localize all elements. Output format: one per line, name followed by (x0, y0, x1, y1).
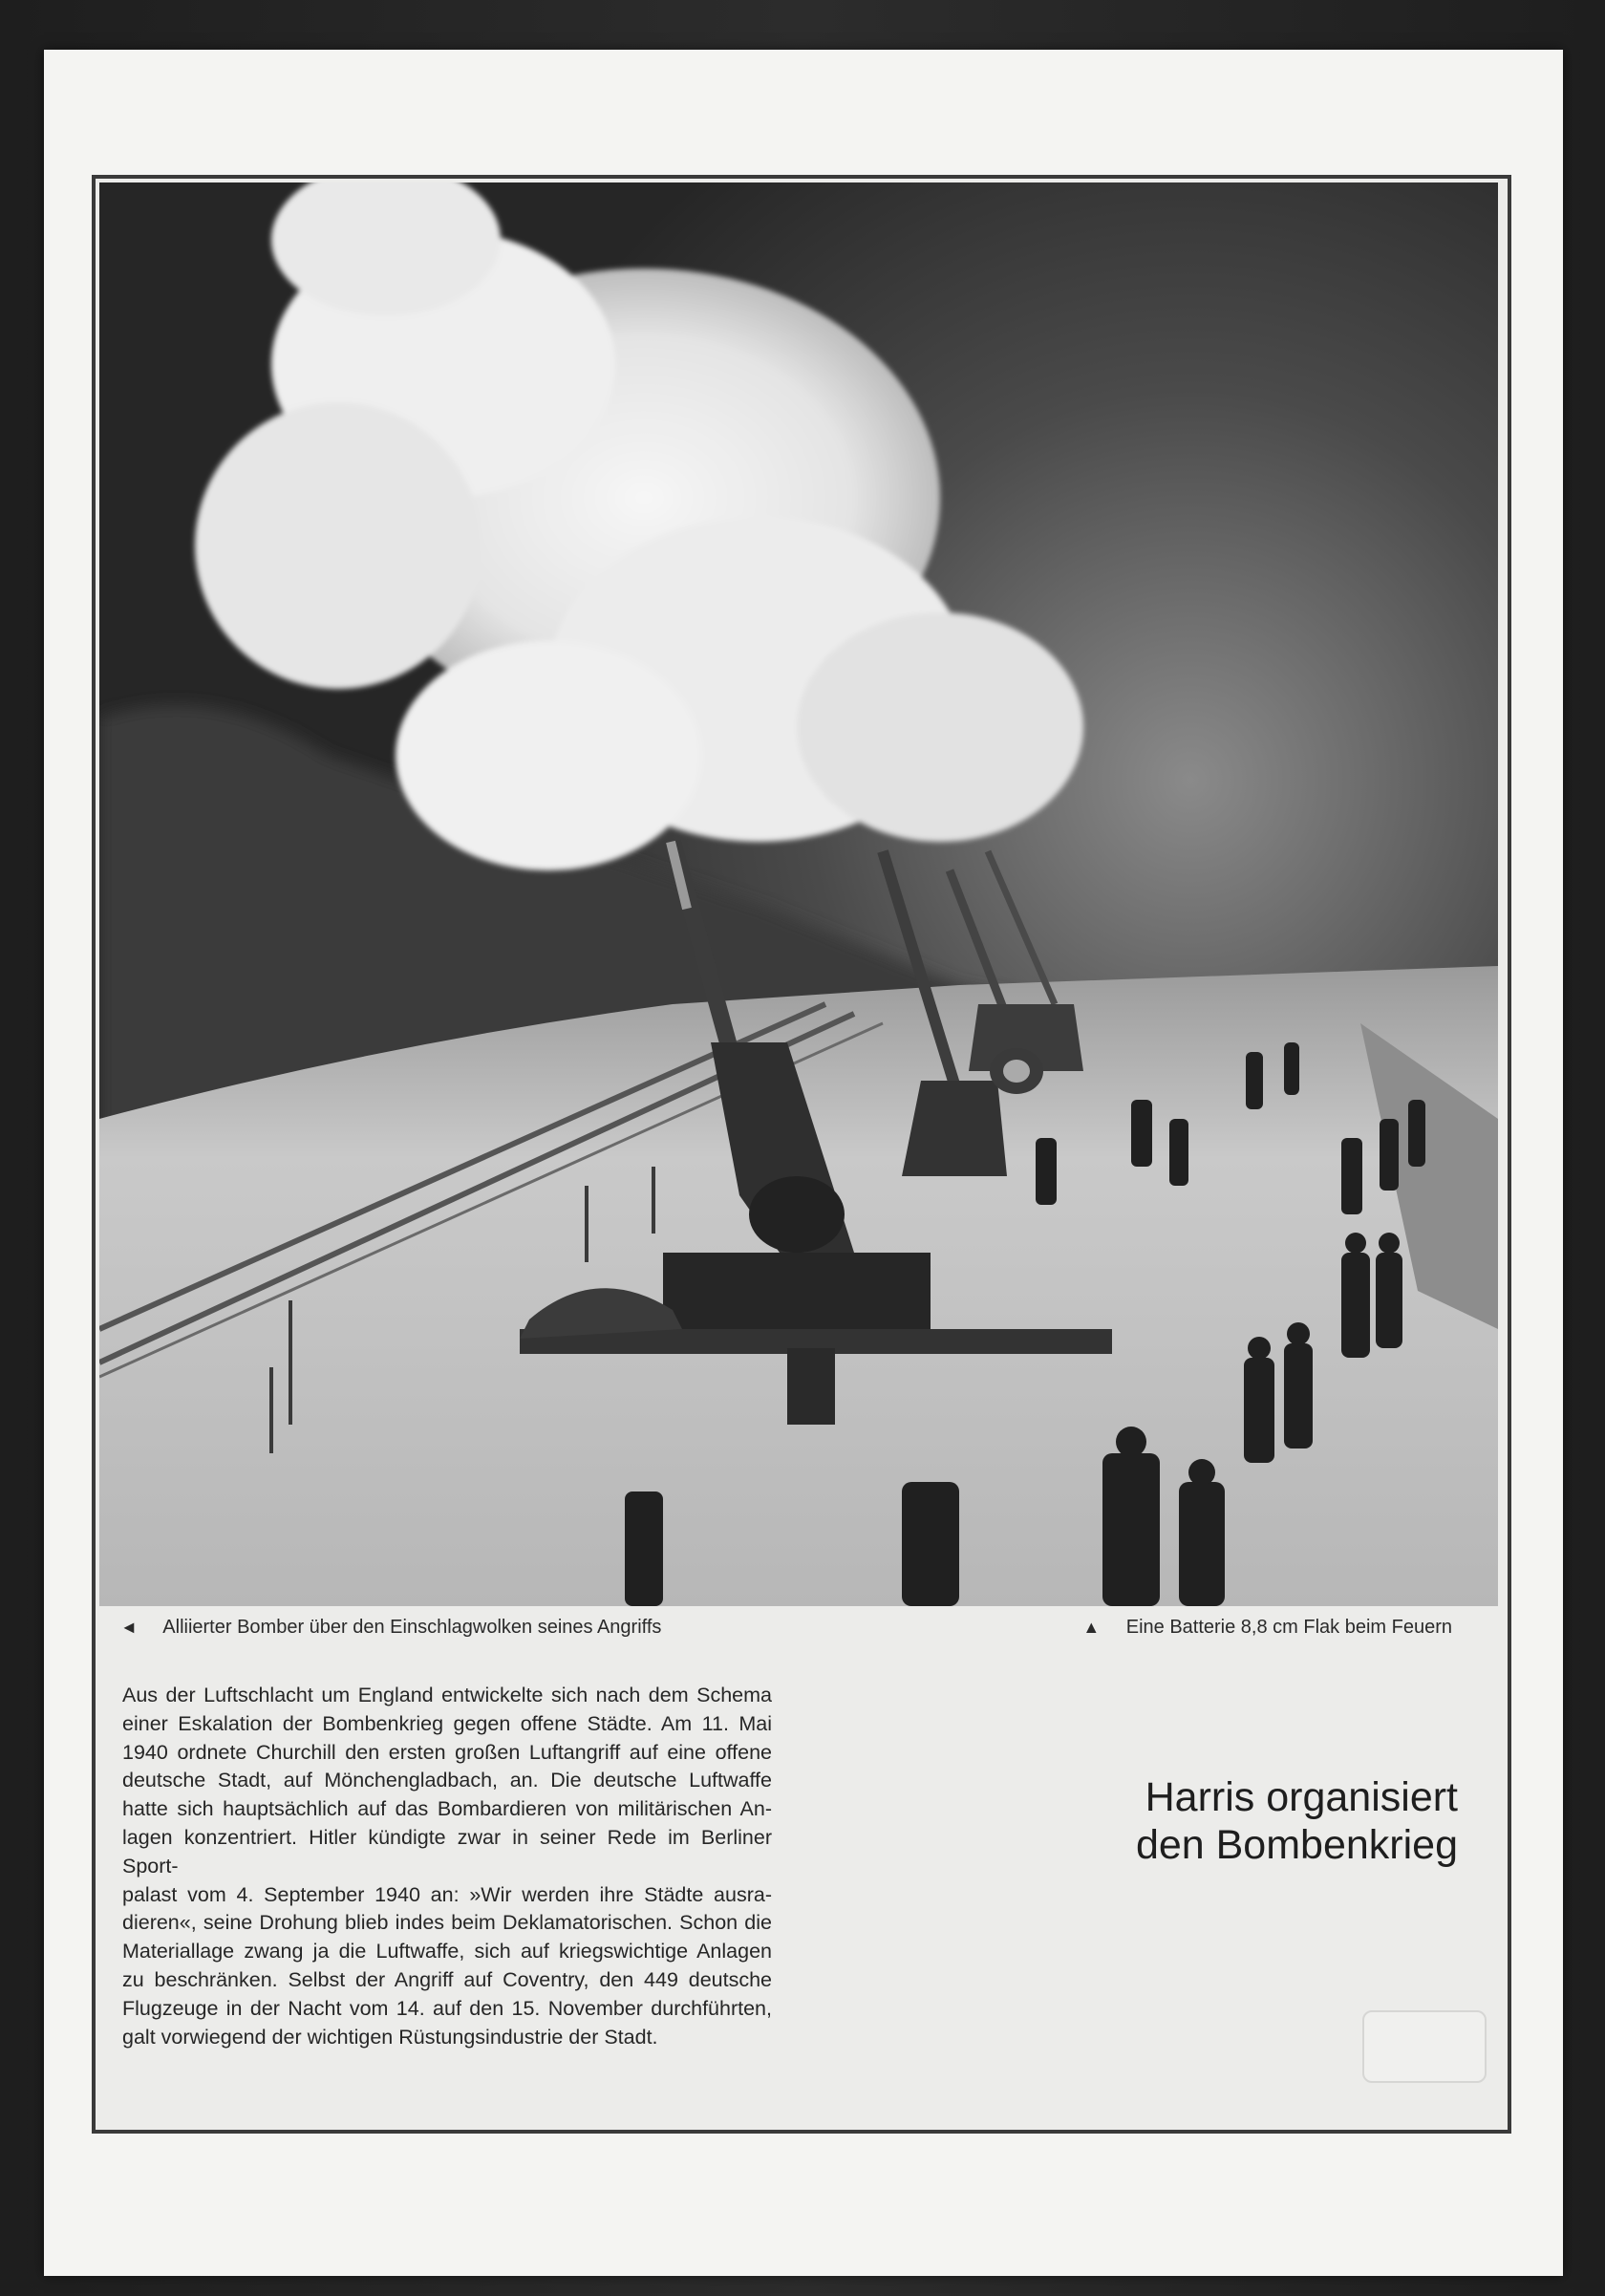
up-arrow-icon: ▲ (1082, 1618, 1101, 1637)
article-heading (961, 1773, 1458, 1869)
heading-line: Harris organisiert (1145, 1774, 1458, 1820)
body-line: zu beschränken. Selbst der Angriff auf Coventry, den 449 deutsche (122, 1967, 772, 1991)
caption-right-text: Eine Batterie 8,8 cm Flak beim Feuern (1125, 1617, 1452, 1638)
heading-line: den Bombenkrieg (1135, 1822, 1458, 1868)
body-line: dieren«, seine Drohung blieb indes beim Deklamatorischen. Schon die (122, 1911, 772, 1935)
body-line: deutsche Stadt, auf Mönchengladbach, an. Die deutsche Luftwaffe (122, 1769, 772, 1792)
caption-right (1082, 1617, 1452, 1639)
body-line: palast vom 4. September 1940 an: »Wir werden ihre Städte ausra- (122, 1882, 772, 1906)
body-line: lagen konzentriert. Hitler kündigte zwar in seiner Rede im Berliner Sport- (122, 1825, 772, 1878)
photo-mount-corner (1362, 2010, 1487, 2083)
body-line: Flugzeuge in der Nacht vom 14. auf den 15. November durchführten, (122, 1996, 772, 2020)
article-body (122, 1682, 772, 2051)
flak-battery-photo (99, 182, 1498, 1606)
body-line: Aus der Luftschlacht um England entwickelte sich nach dem Schema (122, 1684, 772, 1706)
caption-left-text: Alliierter Bomber über den Einschlagwolken seines Angriffs (162, 1617, 662, 1638)
body-line: hatte sich hauptsächlich auf das Bombardieren von militärischen An- (122, 1797, 772, 1821)
left-arrow-icon: ◄ (120, 1618, 138, 1637)
body-line: galt vorwiegend der wichtigen Rüstungsindustrie der Stadt. (122, 2025, 658, 2049)
body-line: einer Eskalation der Bombenkrieg gegen offene Städte. Am 11. Mai (122, 1711, 772, 1735)
body-line: 1940 ordnete Churchill den ersten großen Luftangriff auf eine offene (122, 1740, 772, 1764)
body-line: Materiallage zwang ja die Luftwaffe, sich auf kriegswichtige Anlagen (122, 1940, 772, 1963)
caption-left (120, 1617, 661, 1639)
